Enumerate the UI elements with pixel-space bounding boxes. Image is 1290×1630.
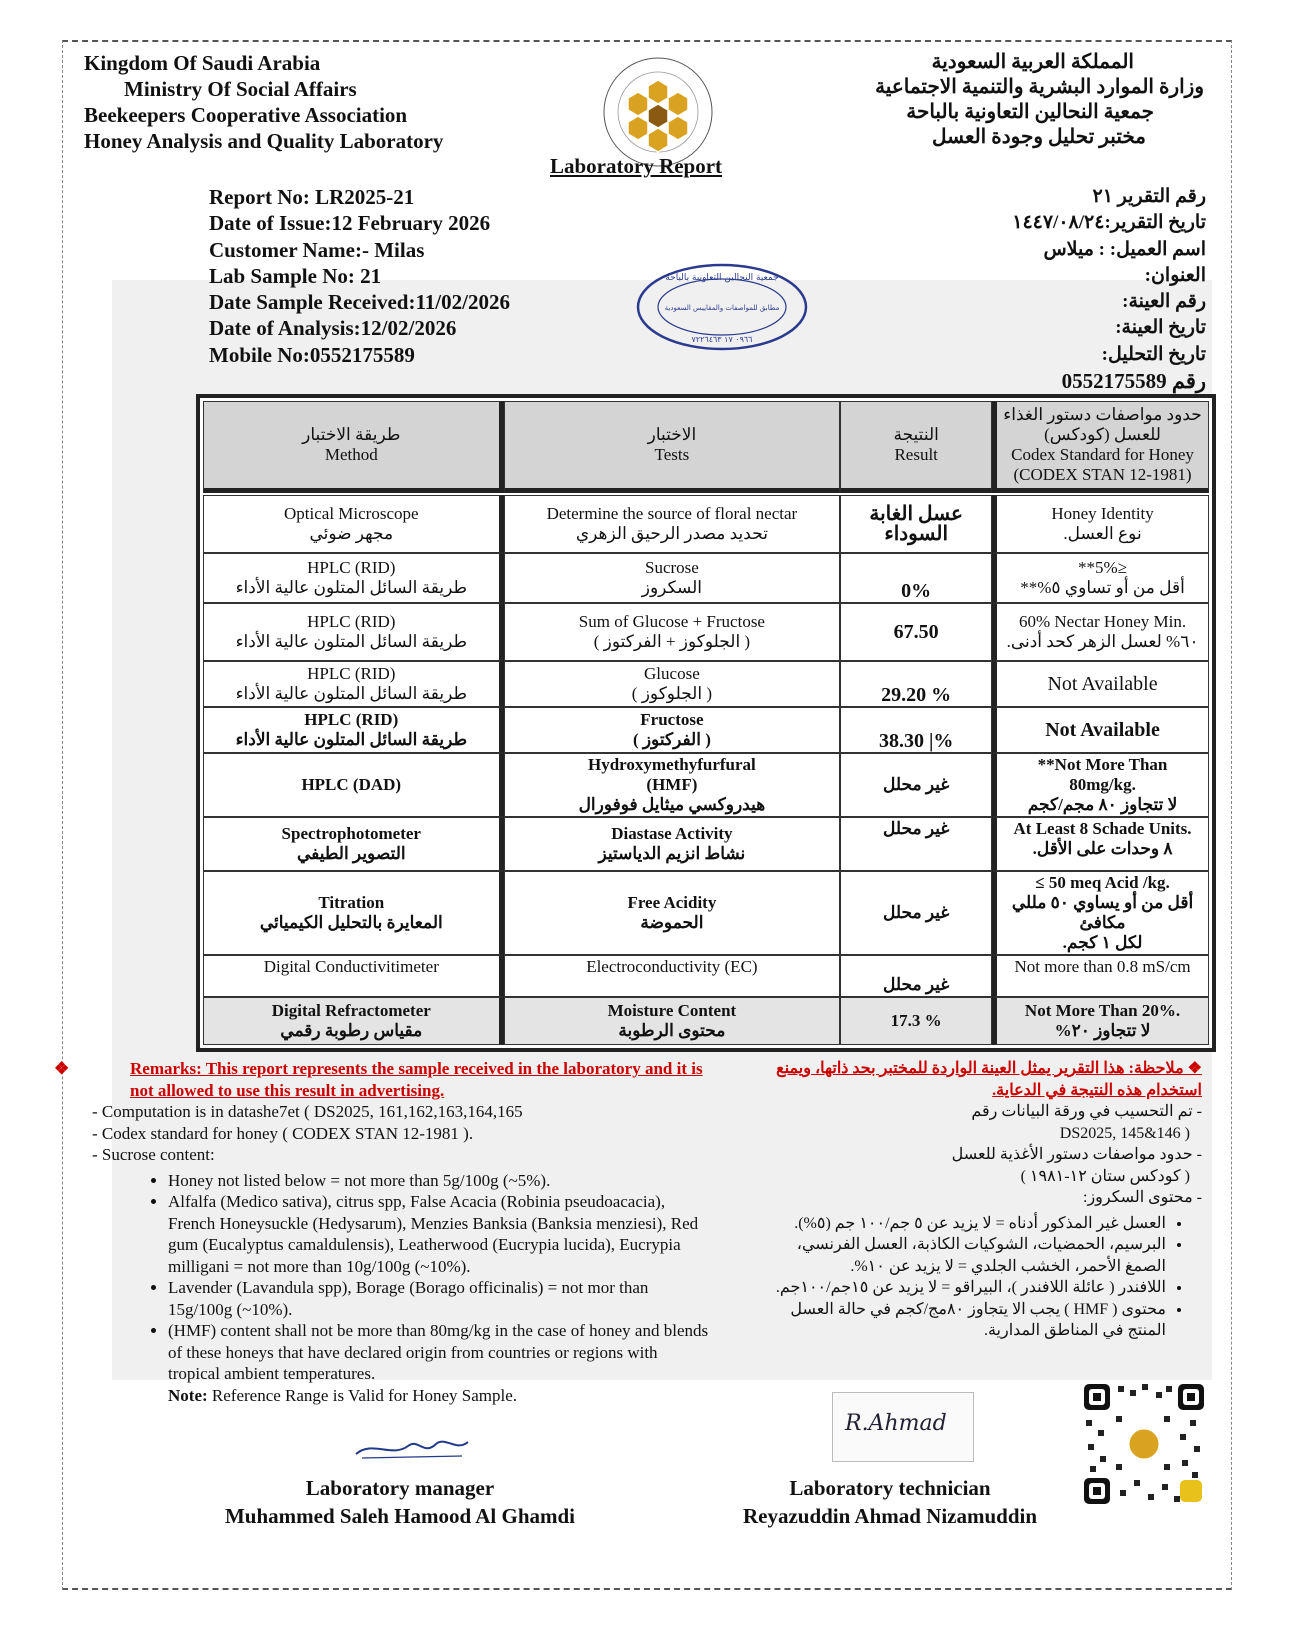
sucrose-bullet-list	[92, 1170, 712, 1385]
list-item: • البرسيم، الحمضيات، الشوكيات الكاذبة، العسل الفرنسي، الصمغ الأحمر، الخشب الجلدي = لا يزيد عن ١٠%.	[772, 1234, 1166, 1277]
table-row	[203, 661, 1209, 707]
test-ar: السكروز	[641, 578, 703, 597]
codex-cell: Not Available	[992, 661, 1209, 707]
header-result-ar: النتيجة	[893, 425, 939, 444]
report-info-arabic	[1012, 184, 1206, 394]
remarks-title-text: Remarks: This report represents the sample received in the laboratory and it is not allowed to use this result in advertising.	[130, 1059, 703, 1100]
codex-line: **5%≥	[1078, 558, 1128, 577]
method-cell	[203, 997, 504, 1045]
table-row	[203, 553, 1209, 603]
header-codex-line: (CODEX STAN 12-1981)	[1013, 465, 1192, 484]
note-label: Note:	[168, 1385, 208, 1405]
method-en: Digital Refractometer	[271, 1001, 431, 1020]
customer-name: Customer Name:- Milas	[209, 237, 425, 262]
address-ar: العنوان:	[1144, 264, 1206, 286]
codex-cell	[992, 753, 1209, 817]
qr-code-icon	[1080, 1380, 1208, 1508]
header-codex-line: (كودكس) للعسل	[1044, 425, 1161, 444]
table-header-row	[203, 401, 1209, 493]
remark-line-ar: ( كودكس ستان ١٢-١٩٨١ )	[1020, 1167, 1190, 1185]
codex-line: أقل من أو يساوي ٥٠ مللي مكافئ	[1011, 893, 1194, 932]
table-row	[203, 817, 1209, 871]
header-ar-line: جمعية النحالين التعاونية بالباحة	[906, 101, 1154, 123]
test-ar: تحديد مصدر الرحيق الزهري	[575, 524, 768, 543]
test-ar: ( الجلوكوز )	[631, 684, 712, 703]
result-cell: غير محلل	[840, 753, 992, 817]
stamp-phone: ٠٩٦٦ ١٧ ٧٢٢٦٤٦٣	[691, 335, 753, 344]
method-cell: HPLC (DAD)	[203, 753, 504, 817]
method-en: HPLC (RID)	[307, 612, 396, 631]
test-cell	[504, 753, 841, 817]
technician-name: Reyazuddin Ahmad Nizamuddin	[742, 1504, 1038, 1528]
remark-line-ar: - محتوى السكروز:	[1083, 1189, 1202, 1206]
stamp-text: جمعية النحالين التعاونية بالباحة	[665, 273, 779, 283]
method-en: HPLC (RID)	[307, 558, 396, 577]
table-row	[203, 603, 1209, 661]
codex-line: نوع العسل.	[1063, 524, 1142, 543]
date-of-analysis: Date of Analysis:12/02/2026	[209, 316, 457, 341]
test-en: Glucose	[644, 664, 700, 683]
remark-line-ar: ( DS2025, 145&146	[1059, 1124, 1190, 1142]
header-codex-line: حدود مواصفات دستور الغذاء	[1003, 405, 1202, 424]
method-cell	[203, 871, 504, 955]
table-row	[203, 495, 1209, 553]
list-item: • (HMF) content shall not be more than 80mg/kg in the case of honey and blends of these honeys that have declared origin from countries or regions with tropical ambient temperatures.	[168, 1320, 712, 1385]
test-en: Fructose	[640, 710, 704, 729]
remarks-arabic	[772, 1058, 1202, 1342]
report-number: Report No: LR2025-21	[209, 185, 415, 209]
test-en: Determine the source of floral nectar	[546, 504, 798, 523]
table-row	[203, 955, 1209, 997]
result-cell: 0%	[840, 553, 992, 603]
header-method	[203, 401, 504, 493]
codex-line: ≤ 50 meq Acid /kg.	[1035, 873, 1170, 892]
result-cell: غير محلل	[840, 817, 992, 871]
method-ar: طريقة السائل المتلون عالية الأداء	[235, 730, 467, 749]
method-ar: مقياس رطوبة رقمي	[280, 1021, 423, 1040]
result-cell: عسل الغابة السوداء	[840, 495, 992, 553]
test-ar: الحموضة	[640, 913, 704, 932]
test-en: Diastase Activity	[611, 824, 733, 843]
test-en: Sucrose	[644, 558, 699, 577]
lab-sample-number: Lab Sample No: 21	[209, 263, 382, 288]
method-ar: المعايرة بالتحليل الكيميائي	[259, 913, 443, 932]
technician-signature	[832, 1392, 974, 1462]
codex-line: لا تتجاوز ٢٠%	[1054, 1021, 1151, 1040]
header-ar-line: وزارة الموارد البشرية والتنمية الاجتماعية	[875, 76, 1204, 98]
results-table	[196, 394, 1216, 1052]
manager-signature-block	[180, 1474, 620, 1530]
test-ar: ( الفركتوز )	[632, 730, 711, 749]
test-cell	[504, 553, 841, 603]
list-item: • Alfalfa (Medico sativa), citrus spp, False Acacia (Robinia pseudoacacia), French Honeysuckle (Hedysarum), Menzies Banksia (Banksia menziesi), Red gum (Eucalyptus camaldulensis), Leatherwood (Eucrypia lucida), Eucrypia milligani = not more than 10g/100g (~10%).	[168, 1191, 712, 1277]
method-cell	[203, 707, 504, 753]
header-codex	[992, 401, 1209, 493]
codex-line: At Least 8 Schade Units.	[1013, 819, 1192, 838]
list-item: • محتوى ( HMF ) يجب الا يتجاوز ٨٠مج/كجم في حالة العسل المنتج في المناطق المدارية.	[772, 1299, 1166, 1342]
codex-line: Honey Identity	[1051, 504, 1154, 523]
method-ar: طريقة السائل المتلون عالية الأداء	[235, 578, 467, 597]
codex-line: أقل من أو تساوي ٥%**	[1020, 578, 1185, 597]
test-cell	[504, 707, 841, 753]
header-arabic	[875, 50, 1204, 150]
test-cell	[504, 871, 841, 955]
result-cell: غير محلل	[840, 955, 992, 997]
header-tests-ar: الاختبار	[647, 425, 697, 444]
remarks-title	[54, 1058, 712, 1101]
codex-cell	[992, 553, 1209, 603]
result-cell: 17.3 %	[840, 997, 992, 1045]
sample-number-ar: رقم العينة:	[1122, 291, 1206, 313]
mobile-number: Mobile No:0552175589	[209, 342, 415, 367]
header-english	[84, 50, 443, 154]
method-en: Spectrophotometer	[281, 824, 421, 843]
technician-signature-block	[700, 1474, 1080, 1530]
method-ar: مجهر ضوئي	[309, 524, 394, 543]
codex-line: ٦٠% لعسل الزهر كحد أدنى.	[1006, 632, 1199, 651]
method-en: HPLC (RID)	[304, 710, 399, 729]
report-title: Laboratory Report	[550, 154, 723, 178]
test-ar: ( الجلوكوز + الفركتوز )	[593, 632, 751, 651]
test-en: Sum of Glucose + Fructose	[578, 612, 765, 631]
codex-line: لكل ١ كجم.	[1062, 933, 1143, 952]
official-stamp	[634, 262, 810, 352]
diamond-bullet-icon: ❖	[1183, 1060, 1202, 1077]
sample-date-ar: تاريخ العينة:	[1115, 317, 1206, 339]
remarks-english	[54, 1058, 712, 1406]
mobile-number-ar: رقم 0552175589	[1061, 369, 1206, 394]
header-result	[840, 401, 992, 493]
method-ar: طريقة السائل المتلون عالية الأداء	[235, 684, 467, 703]
remark-line: - Computation is in datashe7et ( DS2025, 161,162,163,164,165	[92, 1102, 523, 1121]
codex-cell	[992, 997, 1209, 1045]
test-en: Hydroxymethyfurfural	[588, 755, 756, 774]
codex-line: **Not More Than	[1037, 755, 1168, 774]
test-cell: Electroconductivity (EC)	[504, 955, 841, 997]
sucrose-bullet-list-ar	[772, 1213, 1202, 1342]
header-ar-line: مختبر تحليل وجودة العسل	[931, 126, 1146, 148]
list-item: • اللافندر ( عائلة اللافندر )، البيراقو = لا يزيد عن ١٥جم/١٠٠جم.	[772, 1277, 1166, 1299]
result-cell: 29.20 %	[840, 661, 992, 707]
codex-line: 80mg/kg.	[1069, 775, 1136, 794]
manager-name: Muhammed Saleh Hamood Al Ghamdi	[224, 1504, 576, 1528]
list-item: • Lavender (Lavandula spp), Borage (Borago officinalis) = not mor than 15g/100g (~10%).	[168, 1277, 712, 1320]
header-result-en: Result	[894, 445, 938, 464]
remark-line: - Sucrose content:	[92, 1145, 215, 1164]
test-cell	[504, 661, 841, 707]
method-cell	[203, 661, 504, 707]
header-codex-line: Codex Standard for Honey	[1011, 445, 1194, 464]
header-method-en: Method	[324, 445, 378, 464]
note-text: Reference Range is Valid for Honey Sample.	[207, 1385, 518, 1405]
laboratory-logo	[602, 56, 714, 168]
report-info-english	[209, 184, 510, 368]
codex-line: 60% Nectar Honey Min.	[1018, 612, 1187, 631]
result-cell: 67.50	[840, 603, 992, 661]
table-row	[203, 871, 1209, 955]
header-en-line: Kingdom Of Saudi Arabia	[84, 51, 321, 75]
test-ar: هيدروكسي ميثايل فوفورال	[578, 795, 766, 814]
diamond-bullet-icon: ❖	[54, 1059, 70, 1078]
method-cell	[203, 817, 504, 871]
codex-cell	[992, 817, 1209, 871]
test-cell	[504, 495, 841, 553]
header-en-line: Ministry Of Social Affairs	[124, 77, 357, 101]
date-sample-received: Date Sample Received:11/02/2026	[209, 290, 510, 315]
remark-line-ar: - تم التحسيب في ورقة البيانات رقم	[971, 1103, 1202, 1120]
issue-date-ar: تاريخ التقرير:١٤٤٧/٠٨/٢٤	[1012, 212, 1206, 234]
reference-note	[92, 1385, 712, 1407]
list-item: • العسل غير المذكور أدناه = لا يزيد عن ٥ جم/١٠٠ جم (٥%).	[772, 1213, 1166, 1235]
codex-cell	[992, 495, 1209, 553]
method-cell	[203, 495, 504, 553]
codex-line: Not More Than 20%.	[1024, 1001, 1181, 1020]
analysis-date-ar: تاريخ التحليل:	[1101, 343, 1206, 365]
test-ar: نشاط انزيم الدياستيز	[598, 844, 746, 863]
method-en: Optical Microscope	[284, 504, 419, 523]
method-en: HPLC (RID)	[307, 664, 396, 683]
test-en: Free Acidity	[627, 893, 717, 912]
test-en: Moisture Content	[607, 1001, 737, 1020]
header-ar-line: المملكة العربية السعودية	[931, 51, 1134, 73]
remarks-title-ar	[772, 1058, 1202, 1101]
manager-signature	[352, 1432, 472, 1464]
test-cell	[504, 997, 841, 1045]
remark-line-ar: - حدود مواصفات دستور الأغذية للعسل	[951, 1146, 1202, 1163]
method-cell	[203, 603, 504, 661]
codex-cell	[992, 871, 1209, 955]
customer-name-ar: اسم العميل: : ميلاس	[1043, 238, 1206, 260]
header-en-line: Beekeepers Cooperative Association	[84, 103, 408, 127]
stamp-subtext: مطابق للمواصفات والمقاييس السعودية	[664, 304, 780, 312]
table-row	[203, 753, 1209, 817]
report-number-ar: رقم التقرير ٢١	[1092, 186, 1206, 207]
method-cell: Digital Conductivitimeter	[203, 955, 504, 997]
remarks-title-ar-text: ملاحظة: هذا التقرير يمثل العينة الواردة للمختبر بحد ذاتها، ويمنع استخدام هذه النتيجة في الدعاية.	[776, 1060, 1202, 1099]
technician-signature-text: R.Ahmad	[845, 1411, 947, 1436]
manager-title: Laboratory manager	[305, 1476, 495, 1500]
method-cell	[203, 553, 504, 603]
codex-line: ٨ وحدات على الأقل.	[1032, 839, 1173, 858]
codex-cell: Not more than 0.8 mS/cm	[992, 955, 1209, 997]
table-row	[203, 997, 1209, 1045]
method-en: Titration	[318, 893, 385, 912]
codex-line: لا تتجاوز ٨٠ مجم/كجم	[1027, 795, 1178, 814]
codex-cell: Not Available	[992, 707, 1209, 753]
table-row	[203, 707, 1209, 753]
header-tests-en: Tests	[654, 445, 690, 464]
test-ar: محتوى الرطوبة	[618, 1021, 726, 1040]
header-en-line: Honey Analysis and Quality Laboratory	[84, 129, 444, 153]
issue-date: Date of Issue:12 February 2026	[209, 211, 491, 236]
result-cell: غير محلل	[840, 871, 992, 955]
header-method-ar: طريقة الاختبار	[302, 425, 401, 444]
header-tests	[504, 401, 841, 493]
test-cell	[504, 603, 841, 661]
remark-line: - Codex standard for honey ( CODEX STAN 12-1981 ).	[92, 1123, 474, 1143]
test-cell	[504, 817, 841, 871]
result-cell: 38.30 |%	[840, 707, 992, 753]
technician-title: Laboratory technician	[789, 1476, 991, 1500]
method-ar: طريقة السائل المتلون عالية الأداء	[235, 632, 467, 651]
list-item: • Honey not listed below = not more than 5g/100g (~5%).	[168, 1170, 712, 1192]
method-ar: التصوير الطيفي	[296, 844, 406, 863]
codex-cell	[992, 603, 1209, 661]
test-en: (HMF)	[646, 775, 698, 794]
